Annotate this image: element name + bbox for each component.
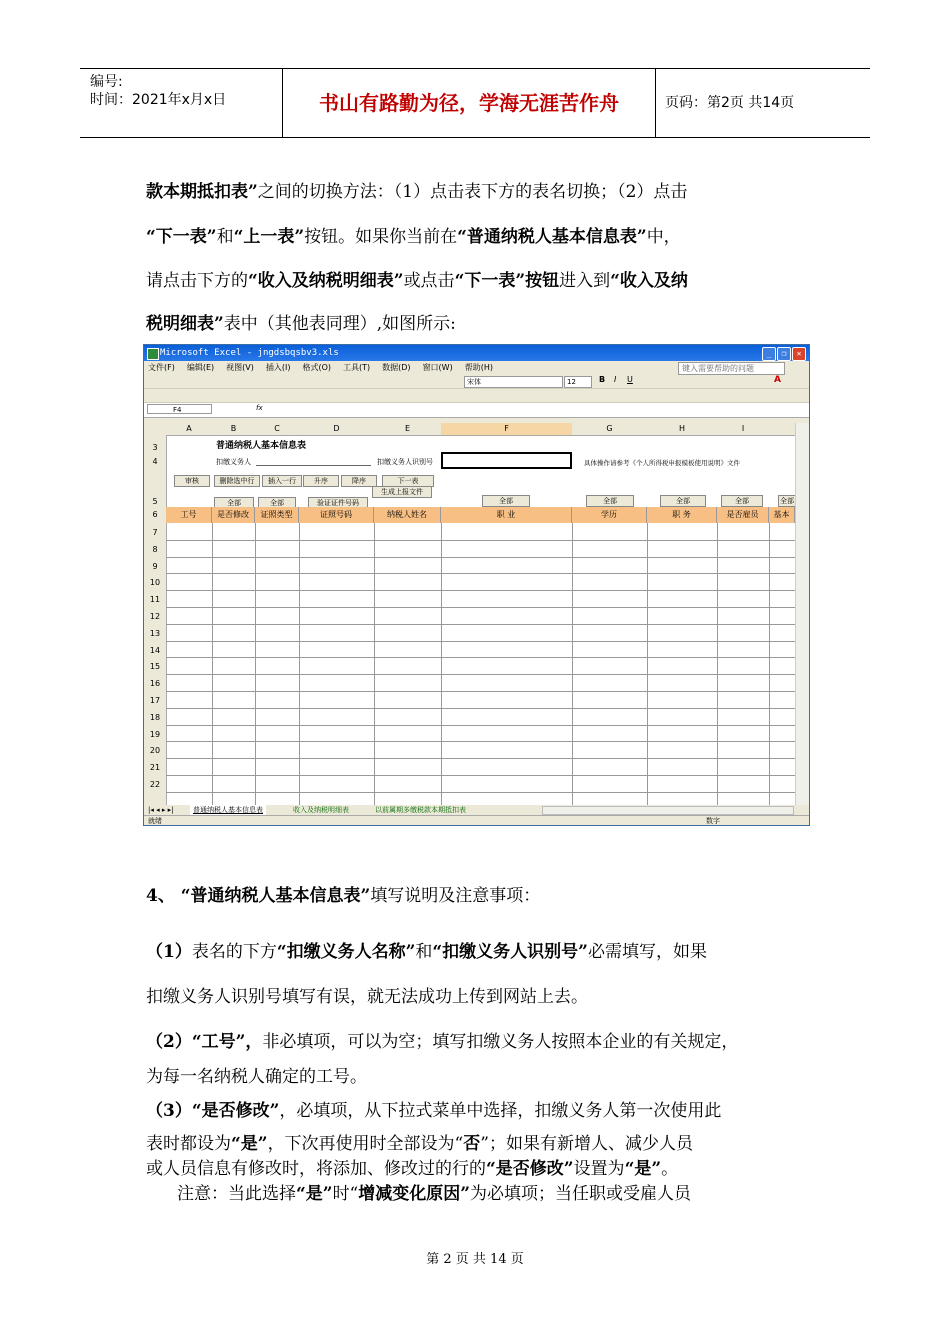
text: 非必填项，可以为空；填写扣缴义务人按照本企业的有关规定， — [262, 1032, 739, 1052]
column-header[interactable]: E — [374, 423, 442, 436]
tab-nav-arrows-icon[interactable]: |◂ ◂ ▸ ▸| — [148, 806, 174, 814]
bold-text: “下一表”按钮 — [454, 271, 560, 291]
header-cell[interactable]: 证照类型 — [255, 507, 299, 523]
header-motto: 书山有路勤为径，学海无涯苦作舟 — [283, 69, 656, 137]
row-header[interactable]: 7 — [144, 523, 167, 541]
generate-file-button[interactable]: 生成上报文件 — [372, 486, 432, 498]
header-cell[interactable]: 是否修改 — [212, 507, 255, 523]
delete-row-button[interactable]: 删除选中行 — [214, 475, 260, 487]
page-header — [80, 68, 870, 138]
text: 表中（其他表同理）,如图所示: — [223, 314, 456, 334]
page-footer: 第 2 页 共 14 页 — [426, 1252, 524, 1267]
row-header[interactable]: 15 — [144, 657, 167, 675]
bold-text: “收入及纳 — [610, 271, 688, 291]
insert-row-button[interactable]: 插入一行 — [262, 475, 302, 487]
header-cell[interactable]: 是否雇员 — [717, 507, 769, 523]
excel-title-bar — [144, 345, 809, 361]
select-all-button[interactable]: 全部 — [721, 495, 763, 507]
grid-line — [717, 523, 718, 805]
text: 填写说明及注意事项： — [370, 886, 541, 906]
header-cell[interactable]: 学历 — [572, 507, 647, 523]
sort-desc-button[interactable]: 降序 — [341, 475, 377, 487]
grid-line — [166, 741, 795, 742]
menu-item-format[interactable]: 格式(O) — [302, 363, 332, 372]
column-header[interactable] — [769, 423, 796, 436]
underline-icon[interactable]: U — [627, 375, 633, 384]
select-all-button[interactable]: 全部 — [258, 497, 296, 509]
paragraph-line: 为每一名纳税人确定的工号。 — [146, 1067, 367, 1087]
text: 请点击下方的 — [146, 271, 248, 291]
select-all-button[interactable]: 全部 — [586, 495, 634, 507]
paragraph-line — [146, 941, 811, 963]
row-header[interactable] — [144, 469, 167, 496]
row-header[interactable]: 19 — [144, 725, 167, 743]
header-cell[interactable]: 职 务 — [647, 507, 717, 523]
bold-text: 否 — [463, 1134, 481, 1154]
active-cell-f4[interactable] — [441, 452, 572, 469]
bold-text: 款本期抵扣表” — [146, 182, 258, 202]
sheet-title: 普通纳税人基本信息表 — [216, 441, 307, 451]
select-all-button[interactable]: 全部 — [660, 495, 706, 507]
bold-text: （1） — [146, 942, 192, 962]
section-heading — [146, 885, 811, 907]
grid-line — [166, 624, 795, 625]
column-header[interactable]: F — [441, 423, 573, 436]
bold-text: “上一表” — [233, 227, 305, 247]
bold-text: （2）“工号”， — [146, 1032, 263, 1052]
text: 按钮。如果你当前在 — [304, 227, 458, 247]
excel-app-icon — [147, 348, 159, 360]
grid-line — [166, 590, 795, 591]
text: 和 — [415, 942, 433, 962]
bold-text: （3）“是否修改” — [146, 1101, 280, 1121]
text: 表时都设为 — [146, 1134, 231, 1154]
row-header[interactable] — [144, 792, 167, 806]
column-header[interactable]: D — [299, 423, 375, 436]
row-header[interactable]: 3 — [144, 435, 167, 453]
menu-item-edit[interactable]: 编辑(E) — [186, 363, 215, 372]
bold-text: “收入及纳税明细表” — [248, 271, 404, 291]
agent-label: 扣缴义务人 — [216, 458, 251, 466]
paragraph-line — [146, 1100, 811, 1122]
verify-id-button[interactable]: 验证证件号码 — [308, 497, 368, 509]
grid-line — [166, 573, 795, 574]
menu-item-insert[interactable]: 插入(I) — [265, 363, 291, 372]
name-box[interactable]: F4 — [147, 404, 212, 414]
fx-icon: fx — [256, 404, 263, 412]
status-bar — [144, 815, 809, 826]
column-header[interactable]: H — [647, 423, 718, 436]
header-cell[interactable]: 纳税人姓名 — [374, 507, 441, 523]
column-header[interactable]: G — [572, 423, 648, 436]
row-header[interactable]: 12 — [144, 607, 167, 625]
grid-line — [647, 523, 648, 805]
tab-prior-overpaid[interactable]: 以前属期多缴税款本期抵扣表 — [375, 806, 466, 814]
bold-text: “普通纳税人基本信息表” — [457, 227, 647, 247]
row-header[interactable]: 20 — [144, 741, 167, 759]
text: 为必填项；当任职或受雇人员 — [470, 1184, 692, 1204]
horizontal-scrollbar[interactable] — [542, 806, 794, 815]
text: ，必填项，从下拉式菜单中选择，扣缴义务人第一次使用此 — [279, 1101, 722, 1121]
bold-text: 4、 “普通纳税人基本信息表” — [146, 886, 371, 906]
paragraph-line: 扣缴义务人识别号填写有误，就无法成功上传到网站上去。 — [146, 987, 588, 1007]
grid-line — [166, 725, 795, 726]
menu-item-view[interactable]: 视图(V) — [226, 363, 254, 372]
text: 。 — [661, 1159, 679, 1179]
status-ready: 就绪 — [148, 817, 162, 825]
row-header[interactable]: 18 — [144, 708, 167, 726]
header-cell[interactable]: 基本 — [769, 507, 795, 523]
font-color-icon[interactable]: A — [774, 375, 781, 385]
paragraph-line — [146, 313, 811, 335]
text: 进入到 — [559, 271, 611, 291]
grid-line — [166, 792, 795, 793]
grid-line — [166, 540, 795, 541]
grid-line — [441, 523, 442, 805]
bold-text: “是否修改” — [486, 1159, 574, 1179]
header-cell[interactable]: 职 业 — [441, 507, 572, 523]
column-header[interactable]: I — [717, 423, 770, 436]
paragraph-line — [146, 1031, 811, 1053]
forms-toolbar — [144, 389, 809, 403]
standard-toolbar — [144, 375, 809, 389]
window-title: Microsoft Excel - jngdsbqsbv3.xls — [160, 348, 339, 358]
font-name-select[interactable]: 宋体 — [464, 376, 563, 388]
header-cell[interactable]: 工号 — [166, 507, 212, 523]
menu-item-data[interactable]: 数据(D) — [382, 363, 411, 372]
select-all-button[interactable]: 全部 — [214, 497, 254, 509]
bold-text: “扣缴义务人识别号” — [432, 942, 588, 962]
sheet-tabs-bar — [144, 805, 809, 815]
text: 和 — [216, 227, 234, 247]
text: 之间的切换方法：（1）点击表下方的表名切换；（2）点击 — [257, 182, 688, 202]
tab-basic-info[interactable]: 普通纳税人基本信息表 — [190, 805, 266, 815]
italic-icon[interactable]: I — [614, 375, 617, 384]
menu-item-window[interactable]: 窗口(W) — [422, 363, 453, 372]
header-page-info: 页码：第2页 共14页 — [665, 95, 795, 111]
spreadsheet-grid[interactable] — [144, 423, 802, 805]
paragraph-line — [146, 1158, 811, 1180]
grid-line — [299, 523, 300, 805]
row-header[interactable]: 5 — [144, 495, 167, 508]
row-header[interactable]: 17 — [144, 691, 167, 709]
grid-line — [572, 523, 573, 805]
row-header[interactable]: 9 — [144, 557, 167, 575]
grid-line — [166, 691, 795, 692]
status-num: 数字 — [706, 817, 720, 825]
bold-text: “是” — [231, 1134, 268, 1154]
select-all-button[interactable]: 全部 — [482, 495, 530, 507]
menu-bar — [144, 361, 809, 375]
text: 或点击 — [403, 271, 455, 291]
font-size-select[interactable]: 12 — [564, 376, 592, 388]
bold-icon[interactable]: B — [599, 375, 606, 384]
grid-line — [255, 523, 256, 805]
text: 必需填写，如果 — [587, 942, 707, 962]
bold-text: “扣缴义务人名称” — [276, 942, 416, 962]
header-cell[interactable]: 证照号码 — [299, 507, 374, 523]
instruction-text: 具体操作请参考《个人所得税申报模板使用说明》文件 — [584, 459, 740, 467]
row-header[interactable]: 22 — [144, 775, 167, 793]
column-header[interactable]: B — [212, 423, 256, 436]
column-header[interactable]: A — [166, 423, 213, 436]
menu-item-file[interactable]: 文件(F) — [148, 363, 175, 372]
menu-item-help[interactable]: 帮助(H) — [464, 363, 493, 372]
grid-line — [166, 657, 795, 658]
vertical-scrollbar[interactable] — [795, 423, 810, 805]
menu-item-tools[interactable]: 工具(T) — [343, 363, 371, 372]
bold-text: 增减变化原因” — [358, 1184, 471, 1204]
select-all-button[interactable]: 全部 — [780, 497, 794, 505]
header-meta — [80, 69, 283, 137]
sort-asc-button[interactable]: 升序 — [303, 475, 339, 487]
paragraph-line — [146, 1133, 811, 1155]
excel-screenshot — [143, 344, 810, 826]
paragraph-line — [146, 226, 811, 248]
row-header[interactable]: 10 — [144, 573, 167, 591]
grid-line — [166, 758, 795, 759]
grid-line — [166, 674, 795, 675]
bold-text: “下一表” — [146, 227, 217, 247]
text: 注意：当此选择 — [177, 1184, 296, 1204]
header-date: 时间：2021年x月x日 — [90, 92, 227, 108]
row-header[interactable]: 16 — [144, 674, 167, 692]
row-header[interactable]: 11 — [144, 590, 167, 608]
text: 中， — [646, 227, 681, 247]
grid-line — [166, 775, 795, 776]
row-header[interactable]: 21 — [144, 758, 167, 776]
grid-line — [166, 708, 795, 709]
paragraph-line — [146, 181, 811, 203]
row-header[interactable]: 13 — [144, 624, 167, 642]
text: 时“ — [332, 1184, 359, 1204]
row-header[interactable]: 4 — [144, 452, 167, 470]
bold-text: “是” — [296, 1184, 333, 1204]
grid-line — [769, 523, 770, 805]
text: 设置为 — [573, 1159, 625, 1179]
grid-line — [374, 523, 375, 805]
paragraph-line — [146, 270, 811, 292]
minimize-icon[interactable]: _ — [762, 347, 776, 361]
agent-name-underline — [256, 465, 371, 466]
column-header[interactable]: C — [255, 423, 300, 436]
grid-line — [166, 557, 795, 558]
row-header[interactable]: 8 — [144, 540, 167, 558]
text: ”；如果有新增人、减少人员 — [480, 1134, 693, 1154]
grid-line — [212, 523, 213, 805]
bold-text: 税明细表” — [146, 314, 224, 334]
close-icon[interactable]: ✕ — [792, 347, 806, 361]
row-header[interactable]: 6 — [144, 507, 167, 524]
text: 或人员信息有修改时，将添加、修改过的行的 — [146, 1159, 486, 1179]
grid-line — [166, 641, 795, 642]
grid-line — [166, 607, 795, 608]
help-search-input[interactable]: 键入需要帮助的问题 — [678, 362, 785, 375]
tab-income-tax[interactable]: 收入及纳税明细表 — [293, 806, 349, 814]
formula-bar — [144, 403, 809, 418]
next-table-button[interactable]: 下一表 — [382, 475, 434, 487]
text: 表名的下方 — [191, 942, 277, 962]
audit-button[interactable]: 审核 — [174, 475, 210, 487]
header-number: 编号: — [90, 74, 123, 90]
agent-id-label: 扣缴义务人识别号 — [377, 458, 433, 466]
bold-text: “是” — [624, 1159, 662, 1179]
restore-icon[interactable]: ❐ — [777, 347, 791, 361]
paragraph-line — [177, 1183, 817, 1205]
row-header[interactable]: 14 — [144, 641, 167, 659]
text: ，下次再使用时全部设为“ — [267, 1134, 464, 1154]
